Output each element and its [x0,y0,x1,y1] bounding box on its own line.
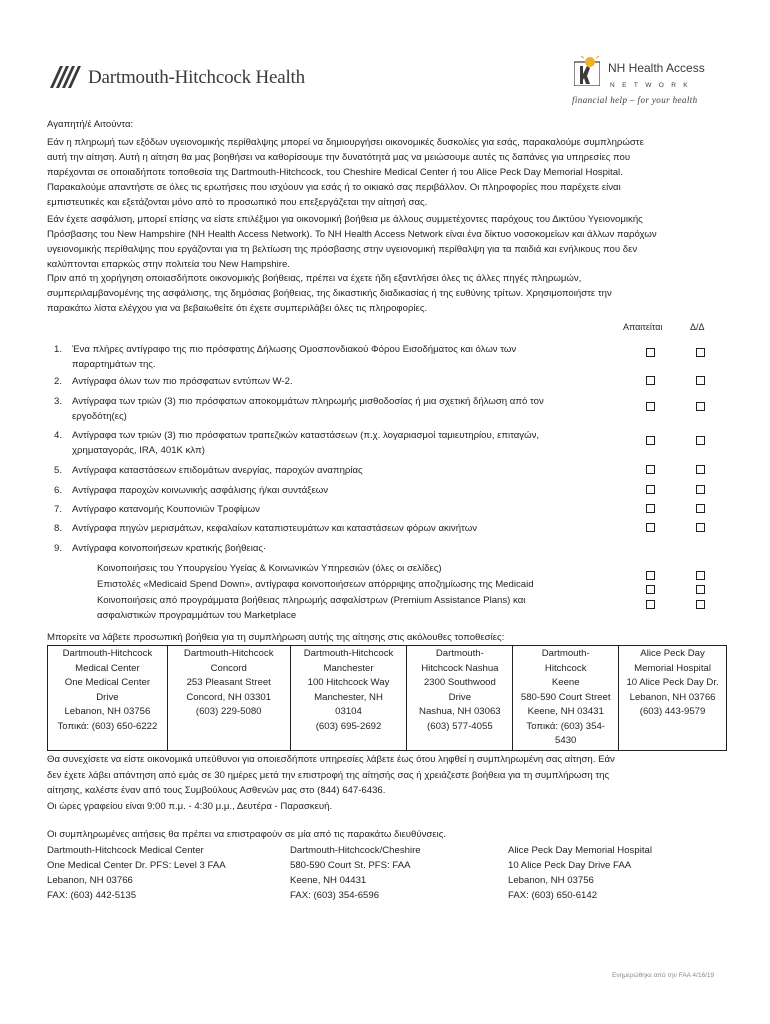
nh-health-access-logo [572,46,722,108]
item-4-required-checkbox[interactable] [646,436,655,445]
return-address-cheshire: Dartmouth-Hitchcock/Cheshire 580-590 Court St. PFS: FAA Keene, NH 04431 FAX: (603) 354-6596 [290,845,421,901]
checklist-subitem-3: Κοινοποιήσεις από προγράμματα βοήθειας πληρωμής ασφαλίστρων (Premium Assistance Plans) και ασφαλιστικών προγραμμάτων του Marketplace [97,595,526,621]
item-6-required-checkbox[interactable] [646,485,655,494]
item-5-required-checkbox[interactable] [646,465,655,474]
item-5-na-checkbox[interactable] [696,465,705,474]
checklist-subitem-1: Κοινοποιήσεις του Υπουργείου Υγείας & Κοινωνικών Υπηρεσιών (όλες οι σελίδες) [97,563,442,574]
location-cell: Dartmouth-Hitchcock Medical Center One Medical Center Drive Lebanon, NH 03756 Τοπικά: (603) 650-6222 [48,646,168,751]
footer-updated-note: Ενημερώθηκε από την FAA 4/16/19 [612,972,715,979]
item-1-na-checkbox[interactable] [696,348,705,357]
item-2-na-checkbox[interactable] [696,376,705,385]
locations-intro: Μπορείτε να λάβετε προσωπική βοήθεια για τη συμπλήρωση αυτής της αίτησης στις ακόλουθες τοποθεσίες: [47,632,505,643]
location-cell: Dartmouth- Hitchcock Keene 580-590 Court Street Keene, NH 03431 Τοπικά: (603) 354- 5430 [513,646,619,751]
col-na-header: Δ/Δ [690,322,705,332]
dh-stripes-icon [50,66,84,88]
intro-paragraph-2: Εάν έχετε ασφάλιση, μπορεί επίσης να είστε επιλέξιμοι για οικονομική βοήθεια με άλλους συμμετέχοντες παρόχους του Δικτύου Υγειονομικής Πρόσβασης του New Hampshire (NH Health Access Network). Το NH Health Access Network είναι ένα δίκτυο νοσοκομείων και άλλων παρόχων υγειονομικής περίθαλψης που εργάζονται για τη βελτίωση της πρόσβασης στην υγειονομική περίθαλψη για τα παιδιά και ενήλικους που δεν καλύπτονται επαρκώς στην πολιτεία του New Hampshire. [47,214,657,270]
item-2-required-checkbox[interactable] [646,376,655,385]
item-4-na-checkbox[interactable] [696,436,705,445]
subitem-1-required-checkbox[interactable] [646,571,655,580]
location-cell: Dartmouth- Hitchcock Nashua 2300 Southwood Drive Nashua, NH 03063 (603) 577-4055 [407,646,513,751]
item-6-na-checkbox[interactable] [696,485,705,494]
location-cell: Alice Peck Day Memorial Hospital 10 Alice Peck Day Dr. Lebanon, NH 03766 (603) 443-9579 [619,646,727,751]
intro-paragraph-3: Πριν από τη χορήγηση οποιασδήποτε οικονομικής βοήθειας, πρέπει να έχετε ήδη εξαντλήσει όλες τις άλλες πηγές πληρωμών, συμπεριλαμβανομένης της ασφάλισης, της δημόσιας βοήθειας, της δικαστικής διαδικασίας ή της ευθύνης τρίτων. Χρησιμοποιήστε την παρακάτω λίστα ελέγχου για να βεβαιωθείτε ότι έχετε συμπεριλάβει όλες τις πληροφορίες. [47,273,612,314]
nh-logo-subtitle: NETWORK [610,82,696,89]
location-cell: Dartmouth-Hitchcock Manchester 100 Hitchcock Way Manchester, NH 03104 (603) 695-2692 [290,646,407,751]
item-1-required-checkbox[interactable] [646,348,655,357]
item-8-required-checkbox[interactable] [646,523,655,532]
item-7-na-checkbox[interactable] [696,504,705,513]
subitem-2-required-checkbox[interactable] [646,585,655,594]
greeting: Αγαπητή/έ Αιτούντα: [47,119,134,130]
intro-paragraph-1: Εάν η πληρωμή των εξόδων υγειονομικής περίθαλψης μπορεί να δημιουργήσει οικονομικές δυσκολίες για εσάς, παρακαλούμε συμπληρώστε αυτή την αίτηση. Αυτή η αίτηση θα μας βοηθήσει να καθορίσουμε την δυνατότητά μας να μειώσουμε αυτές τις δαπάνες για υπηρεσίες που παρέχονται σε οποιαδήποτε τοποθεσία της Dartmouth-Hitchcock, του Cheshire Medical Center ή του Alice Peck Day Memorial Hospital. Παρακαλούμε απαντήστε σε όλες τις ερωτήσεις που ισχύουν για εσάς ή το οικιακό σας περιβάλλον. Οι πληροφορίες που παρέχετε είναι εμπιστευτικές και εξετάζονται μόνο από το προσωπικό που επεξεργάζεται την αίτησή σας. [47,137,644,208]
checklist-subitem-2: Επιστολές «Medicaid Spend Down», αντίγραφα κοινοποιήσεων απόρριψης αποζημίωσης της Medicaid [97,579,534,590]
item-3-na-checkbox[interactable] [696,402,705,411]
location-cell: Dartmouth-Hitchcock Concord 253 Pleasant Street Concord, NH 03301 (603) 229-5080 [167,646,290,751]
nh-logo-tagline: financial help – for your health [572,95,698,105]
subitem-3-required-checkbox[interactable] [646,600,655,609]
subitem-2-na-checkbox[interactable] [696,585,705,594]
return-address-apd: Alice Peck Day Memorial Hospital 10 Alice Peck Day Drive FAA Lebanon, NH 03756 FAX: (603) 650-6142 [508,845,652,901]
nh-logo-icon [574,56,600,86]
nh-logo-title: NH Health Access [608,61,705,75]
item-3-required-checkbox[interactable] [646,402,655,411]
return-addresses-intro: Οι συμπληρωμένες αιτήσεις θα πρέπει να επιστραφούν σε μία από τις παρακάτω διευθύνσεις. [47,829,447,840]
item-8-na-checkbox[interactable] [696,523,705,532]
subitem-3-na-checkbox[interactable] [696,600,705,609]
responsibility-paragraph: Θα συνεχίσετε να είστε οικονομικά υπεύθυνοι για οποιεσδήποτε υπηρεσίες λάβετε έως ότου ληφθεί η συμπληρωμένη σας αίτηση. Εάν δεν έχετε λάβει απάντηση από εμάς σε 30 ημέρες μετά την επιστροφή της αίτησής σας ή χρειάζεστε βοήθεια για τη συμπλήρωση της αίτησης, καλέστε έναν από τους Συμβούλους Ασθενών μας στο (844) 647-6436. Οι ώρες γραφείου είναι 9:00 π.μ. - 4:30 μ.μ., Δευτέρα - Παρασκευή. [47,754,615,812]
dartmouth-hitchcock-logo [50,64,305,90]
dh-logo-text: Dartmouth-Hitchcock Health [88,66,305,88]
return-address-dhmc: Dartmouth-Hitchcock Medical Center One Medical Center Dr. PFS: Level 3 FAA Lebanon, NH 03766 FAX: (603) 442-5135 [47,845,226,901]
table-row [48,646,727,751]
item-7-required-checkbox[interactable] [646,504,655,513]
subitem-1-na-checkbox[interactable] [696,571,705,580]
col-required-header: Απαιτείται [623,322,663,332]
locations-table [47,645,727,751]
